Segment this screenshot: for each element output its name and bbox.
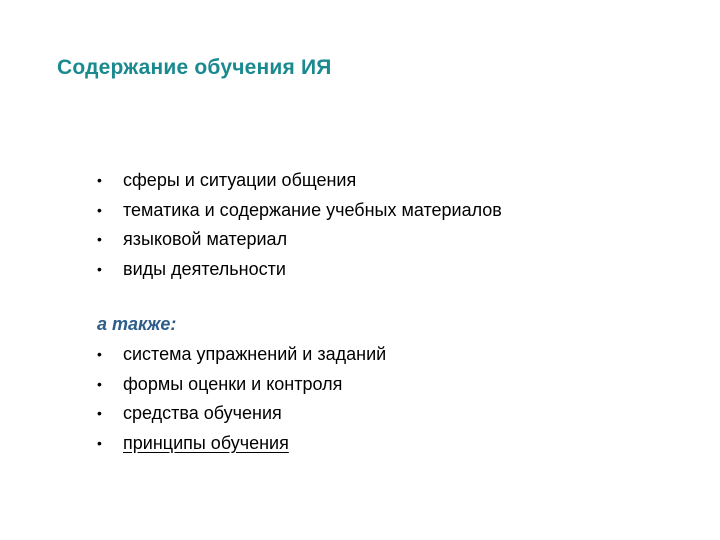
bullet-icon: • <box>97 172 102 188</box>
list-item-text: виды деятельности <box>123 258 286 279</box>
bullet-icon: • <box>97 375 102 392</box>
list-item-text: языковой материал <box>123 229 288 249</box>
list-item-text: тематика и содержание учебных материалов <box>123 199 502 220</box>
bullet-icon: • <box>97 405 102 421</box>
principles-link[interactable]: принципы обучения <box>123 432 289 453</box>
bullet-icon: • <box>97 201 102 218</box>
bullet-icon: • <box>97 434 102 451</box>
list-item-text: средства обучения <box>123 403 282 423</box>
bullet-icon: • <box>97 260 102 277</box>
also-label: а также: <box>97 314 177 334</box>
list-item-text: сферы и ситуации общения <box>123 170 357 190</box>
slide-title: Содержание обучения ИЯ <box>57 56 332 79</box>
bullet-icon: • <box>97 231 102 247</box>
list-item-text: система упражнений и заданий <box>123 344 387 364</box>
bullet-icon: • <box>97 346 102 362</box>
list-item-text: формы оценки и контроля <box>123 373 343 394</box>
